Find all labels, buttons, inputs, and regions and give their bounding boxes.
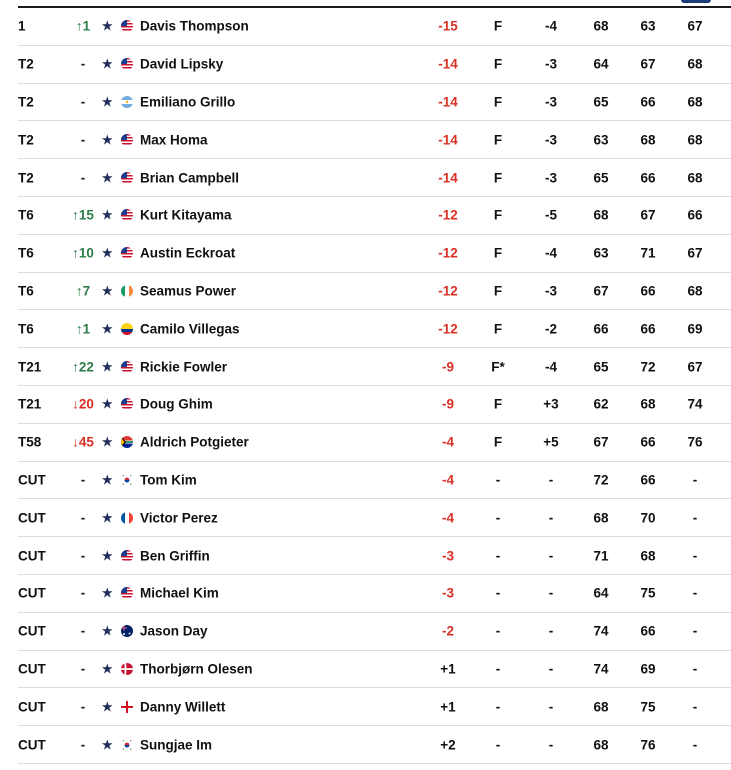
- today-score-cell: +5: [543, 434, 559, 450]
- total-to-par-cell: -14: [438, 56, 458, 72]
- thru-cell: F: [493, 321, 503, 337]
- total-to-par-cell: -12: [438, 207, 458, 223]
- position-movement: -: [80, 94, 86, 110]
- round-1-score: 66: [593, 321, 609, 337]
- thru-cell: F: [493, 434, 503, 450]
- argentina-flag-icon: [121, 96, 133, 108]
- table-row[interactable]: [18, 651, 731, 689]
- round-1-score: 68: [593, 737, 609, 753]
- player-name-link[interactable]: Aldrich Potgieter: [140, 434, 249, 450]
- round-2-score: 66: [640, 623, 656, 639]
- position-movement: ↓20: [72, 396, 94, 412]
- round-3-score: 68: [687, 56, 703, 72]
- position-cell: T21: [18, 396, 42, 412]
- ireland-flag-icon: [121, 285, 133, 297]
- position-cell: CUT: [18, 585, 46, 601]
- favorite-star-icon[interactable]: ★: [101, 17, 114, 34]
- position-cell: T2: [18, 56, 34, 72]
- round-2-score: 66: [640, 94, 656, 110]
- usa-flag-icon: [121, 209, 133, 221]
- position-cell: CUT: [18, 548, 46, 564]
- round-1-score: 63: [593, 132, 609, 148]
- thru-cell: F: [493, 245, 503, 261]
- france-flag-icon: [121, 512, 133, 524]
- round-3-score: 68: [687, 170, 703, 186]
- round-2-score: 68: [640, 548, 656, 564]
- round-1-score: 63: [593, 245, 609, 261]
- table-row[interactable]: [18, 46, 731, 84]
- today-score-cell: -3: [544, 283, 557, 299]
- round-2-score: 75: [640, 699, 656, 715]
- total-to-par-cell: +1: [440, 661, 456, 677]
- favorite-star-icon[interactable]: ★: [101, 395, 114, 412]
- usa-flag-icon: [121, 361, 133, 373]
- favorite-star-icon[interactable]: ★: [101, 93, 114, 110]
- round-1-score: 72: [593, 472, 609, 488]
- table-row[interactable]: [18, 235, 731, 273]
- usa-flag-icon: [121, 550, 133, 562]
- round-3-score: 76: [687, 434, 703, 450]
- round-3-score: 69: [687, 321, 703, 337]
- favorite-star-icon[interactable]: ★: [101, 358, 114, 375]
- round-2-score: 68: [640, 132, 656, 148]
- usa-flag-icon: [121, 20, 133, 32]
- round-1-score: 74: [593, 623, 609, 639]
- round-1-score: 64: [593, 585, 609, 601]
- round-2-score: 67: [640, 56, 656, 72]
- thru-cell: F: [493, 170, 503, 186]
- today-score-cell: -4: [544, 18, 557, 34]
- thru-cell: -: [495, 623, 501, 639]
- position-movement: ↑22: [72, 359, 94, 375]
- thru-cell: -: [495, 585, 501, 601]
- round-2-score: 66: [640, 170, 656, 186]
- position-cell: CUT: [18, 472, 46, 488]
- today-score-cell: -: [548, 699, 554, 715]
- player-name-link[interactable]: Michael Kim: [140, 585, 219, 601]
- table-row[interactable]: [18, 424, 731, 462]
- round-2-score: 70: [640, 510, 656, 526]
- total-to-par-cell: -2: [441, 623, 454, 639]
- position-movement: -: [80, 548, 86, 564]
- table-row[interactable]: [18, 462, 731, 500]
- colombia-flag-icon: [121, 323, 133, 335]
- usa-flag-icon: [121, 398, 133, 410]
- today-score-cell: -: [548, 548, 554, 564]
- position-cell: T6: [18, 245, 34, 261]
- position-movement: -: [80, 56, 86, 72]
- round-2-score: 69: [640, 661, 656, 677]
- favorite-star-icon[interactable]: ★: [101, 169, 114, 186]
- position-movement: -: [80, 623, 86, 639]
- round-2-score: 66: [640, 472, 656, 488]
- thru-cell: F: [493, 18, 503, 34]
- favorite-star-icon[interactable]: ★: [101, 320, 114, 337]
- player-name-link[interactable]: Seamus Power: [140, 283, 237, 299]
- player-name-link[interactable]: Emiliano Grillo: [140, 94, 236, 110]
- total-to-par-cell: -4: [441, 434, 454, 450]
- total-to-par-cell: -4: [441, 472, 454, 488]
- favorite-star-icon[interactable]: ★: [101, 509, 114, 526]
- today-score-cell: -4: [544, 359, 557, 375]
- round-2-score: 66: [640, 283, 656, 299]
- today-score-cell: -: [548, 510, 554, 526]
- favorite-star-icon[interactable]: ★: [101, 547, 114, 564]
- table-row[interactable]: [18, 197, 731, 235]
- today-score-cell: -3: [544, 56, 557, 72]
- australia-flag-icon: [121, 625, 133, 637]
- round-3-score: 67: [687, 18, 703, 34]
- round-1-score: 65: [593, 94, 609, 110]
- round-3-score: 68: [687, 94, 703, 110]
- player-name-link[interactable]: Sungjae Im: [140, 737, 213, 753]
- total-to-par-cell: -12: [438, 283, 458, 299]
- favorite-star-icon[interactable]: ★: [101, 244, 114, 261]
- favorite-star-icon[interactable]: ★: [101, 471, 114, 488]
- round-2-score: 71: [640, 245, 656, 261]
- table-row[interactable]: [18, 84, 731, 122]
- position-cell: CUT: [18, 623, 46, 639]
- total-to-par-cell: +1: [440, 699, 456, 715]
- position-movement: -: [80, 661, 86, 677]
- position-movement: -: [80, 510, 86, 526]
- total-to-par-cell: -12: [438, 245, 458, 261]
- round-1-score: 68: [593, 699, 609, 715]
- position-movement: ↑10: [72, 245, 94, 261]
- round-1-score: 74: [593, 661, 609, 677]
- round-3-score: 68: [687, 283, 703, 299]
- thru-cell: -: [495, 510, 501, 526]
- favorite-star-icon[interactable]: ★: [101, 433, 114, 450]
- denmark-flag-icon: [121, 663, 133, 675]
- position-cell: 1: [18, 18, 26, 34]
- player-name-link[interactable]: Brian Campbell: [140, 170, 240, 186]
- position-movement: -: [80, 132, 86, 148]
- round-1-score: 71: [593, 548, 609, 564]
- total-to-par-cell: -3: [441, 585, 454, 601]
- round-1-score: 67: [593, 283, 609, 299]
- position-cell: T6: [18, 207, 34, 223]
- round-1-score: 65: [593, 359, 609, 375]
- player-name-link[interactable]: Thorbjørn Olesen: [140, 661, 253, 677]
- player-name-link[interactable]: Austin Eckroat: [140, 245, 236, 261]
- table-row[interactable]: [18, 159, 731, 197]
- round-2-score: 72: [640, 359, 656, 375]
- player-name-link[interactable]: Rickie Fowler: [140, 359, 228, 375]
- position-movement: ↑1: [75, 18, 91, 34]
- table-row[interactable]: [18, 726, 731, 764]
- round-1-score: 68: [593, 18, 609, 34]
- position-cell: T2: [18, 170, 34, 186]
- thru-cell: F: [493, 396, 503, 412]
- player-name-link[interactable]: Victor Perez: [140, 510, 218, 526]
- position-movement: ↑1: [75, 321, 91, 337]
- position-movement: -: [80, 699, 86, 715]
- position-movement: ↑15: [72, 207, 94, 223]
- round-3-score: -: [692, 623, 698, 639]
- player-name-link[interactable]: Davis Thompson: [140, 18, 249, 34]
- today-score-cell: -3: [544, 132, 557, 148]
- round-2-score: 66: [640, 321, 656, 337]
- round-2-score: 75: [640, 585, 656, 601]
- total-to-par-cell: -9: [441, 396, 454, 412]
- total-to-par-cell: -14: [438, 94, 458, 110]
- today-score-cell: -: [548, 737, 554, 753]
- favorite-star-icon[interactable]: ★: [101, 698, 114, 715]
- position-cell: T2: [18, 94, 34, 110]
- thru-cell: F: [493, 132, 503, 148]
- position-cell: T6: [18, 283, 34, 299]
- position-movement: -: [80, 170, 86, 186]
- table-row[interactable]: [18, 121, 731, 159]
- thru-cell: -: [495, 699, 501, 715]
- round-3-score: 74: [687, 396, 703, 412]
- today-score-cell: -: [548, 623, 554, 639]
- leaderboard-table: [18, 8, 731, 764]
- round-2-score: 68: [640, 396, 656, 412]
- usa-flag-icon: [121, 134, 133, 146]
- position-movement: -: [80, 472, 86, 488]
- round-2-score: 63: [640, 18, 656, 34]
- table-row[interactable]: [18, 8, 731, 46]
- position-cell: T58: [18, 434, 42, 450]
- player-name-link[interactable]: Danny Willett: [140, 699, 226, 715]
- round-1-score: 64: [593, 56, 609, 72]
- thru-cell: -: [495, 548, 501, 564]
- round-3-score: 67: [687, 245, 703, 261]
- today-score-cell: -4: [544, 245, 557, 261]
- round-2-score: 66: [640, 434, 656, 450]
- round-1-score: 62: [593, 396, 609, 412]
- thru-cell: F: [493, 207, 503, 223]
- favorite-star-icon[interactable]: ★: [101, 131, 114, 148]
- position-movement: -: [80, 585, 86, 601]
- table-row[interactable]: [18, 348, 731, 386]
- round-3-score: -: [692, 472, 698, 488]
- player-name-link[interactable]: David Lipsky: [140, 56, 224, 72]
- round-2-score: 76: [640, 737, 656, 753]
- today-score-cell: -5: [544, 207, 557, 223]
- position-movement: ↓45: [72, 434, 94, 450]
- today-score-cell: -2: [544, 321, 557, 337]
- player-name-link[interactable]: Camilo Villegas: [140, 321, 240, 337]
- today-score-cell: -: [548, 661, 554, 677]
- total-to-par-cell: -9: [441, 359, 454, 375]
- korea-flag-icon: [121, 739, 133, 751]
- total-to-par-cell: +2: [440, 737, 456, 753]
- position-cell: CUT: [18, 699, 46, 715]
- round-1-score: 67: [593, 434, 609, 450]
- today-score-cell: -3: [544, 94, 557, 110]
- total-to-par-cell: -3: [441, 548, 454, 564]
- usa-flag-icon: [121, 587, 133, 599]
- player-name-link[interactable]: Max Homa: [140, 132, 208, 148]
- position-movement: ↑7: [75, 283, 91, 299]
- usa-flag-icon: [121, 247, 133, 259]
- today-score-cell: -3: [544, 170, 557, 186]
- table-row[interactable]: [18, 537, 731, 575]
- position-cell: T21: [18, 359, 42, 375]
- favorite-star-icon[interactable]: ★: [101, 736, 114, 753]
- player-name-link[interactable]: Doug Ghim: [140, 396, 213, 412]
- player-name-link[interactable]: Jason Day: [140, 623, 208, 639]
- thru-cell: -: [495, 737, 501, 753]
- table-row[interactable]: [18, 273, 731, 311]
- position-cell: T6: [18, 321, 34, 337]
- korea-flag-icon: [121, 474, 133, 486]
- total-to-par-cell: -15: [438, 18, 458, 34]
- position-cell: CUT: [18, 510, 46, 526]
- england-flag-icon: [121, 701, 133, 713]
- total-to-par-cell: -12: [438, 321, 458, 337]
- thru-cell: F: [493, 283, 503, 299]
- table-row[interactable]: [18, 613, 731, 651]
- usa-flag-icon: [121, 58, 133, 70]
- header-button[interactable]: [681, 0, 711, 3]
- table-row[interactable]: [18, 310, 731, 348]
- thru-cell: F: [493, 94, 503, 110]
- player-name-link[interactable]: Ben Griffin: [140, 548, 210, 564]
- table-row[interactable]: [18, 499, 731, 537]
- round-1-score: 68: [593, 510, 609, 526]
- round-3-score: 67: [687, 359, 703, 375]
- today-score-cell: -: [548, 472, 554, 488]
- favorite-star-icon[interactable]: ★: [101, 584, 114, 601]
- round-1-score: 68: [593, 207, 609, 223]
- total-to-par-cell: -4: [441, 510, 454, 526]
- round-2-score: 67: [640, 207, 656, 223]
- favorite-star-icon[interactable]: ★: [101, 282, 114, 299]
- favorite-star-icon[interactable]: ★: [101, 660, 114, 677]
- favorite-star-icon[interactable]: ★: [101, 622, 114, 639]
- position-cell: CUT: [18, 661, 46, 677]
- round-3-score: -: [692, 510, 698, 526]
- round-3-score: 66: [687, 207, 703, 223]
- round-3-score: 68: [687, 132, 703, 148]
- position-cell: CUT: [18, 737, 46, 753]
- round-3-score: -: [692, 699, 698, 715]
- round-1-score: 65: [593, 170, 609, 186]
- favorite-star-icon[interactable]: ★: [101, 55, 114, 72]
- round-3-score: -: [692, 737, 698, 753]
- round-3-score: -: [692, 585, 698, 601]
- table-row[interactable]: [18, 575, 731, 613]
- player-name-link[interactable]: Kurt Kitayama: [140, 207, 232, 223]
- thru-cell: F*: [491, 359, 505, 375]
- today-score-cell: -: [548, 585, 554, 601]
- table-row[interactable]: [18, 688, 731, 726]
- today-score-cell: +3: [543, 396, 559, 412]
- round-3-score: -: [692, 661, 698, 677]
- total-to-par-cell: -14: [438, 170, 458, 186]
- table-row[interactable]: [18, 386, 731, 424]
- thru-cell: F: [493, 56, 503, 72]
- round-3-score: -: [692, 548, 698, 564]
- position-cell: T2: [18, 132, 34, 148]
- thru-cell: -: [495, 661, 501, 677]
- usa-flag-icon: [121, 172, 133, 184]
- favorite-star-icon[interactable]: ★: [101, 206, 114, 223]
- total-to-par-cell: -14: [438, 132, 458, 148]
- south-africa-flag-icon: [121, 436, 133, 448]
- position-movement: -: [80, 737, 86, 753]
- thru-cell: -: [495, 472, 501, 488]
- player-name-link[interactable]: Tom Kim: [140, 472, 197, 488]
